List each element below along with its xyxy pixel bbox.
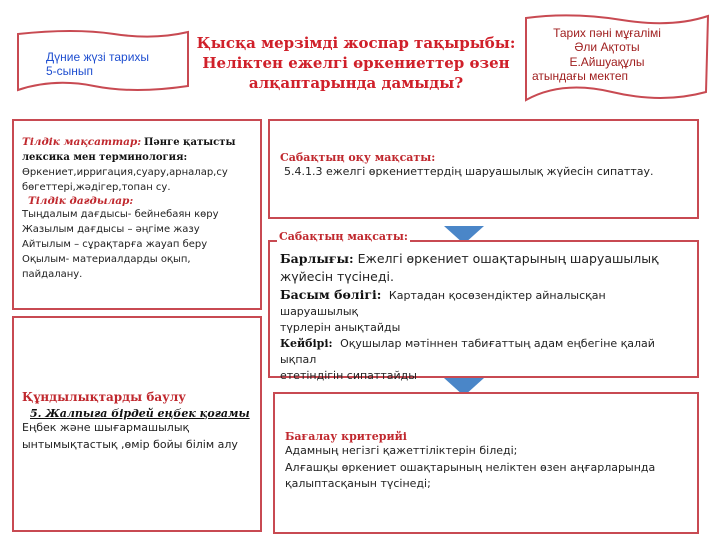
grade-banner-text (32, 50, 172, 79)
values-heading: Құндылықтарды баулу (22, 390, 186, 404)
values-card: Құндылықтарды баулу 5. Жалпыға бірдей еңбек қоғамы Еңбек және шығармашылық ынтымықтастық ,өмір бойы білім алу (12, 316, 262, 532)
learning-goal-heading: Сабақтың оқу мақсаты: (280, 151, 436, 164)
skill-item: Тыңдалым дағдысы- бейнебаян көру (22, 209, 219, 220)
skill-item: Айтылым – сұрақтарға жауап беру (22, 239, 208, 250)
subject-label: Дүние жүзі тарихы (46, 50, 150, 64)
learning-goal-text: 5.4.1.3 ежелгі өркениеттердің шаруашылық жүйесін сипаттау. (284, 165, 654, 178)
some-label: Кейбірі: (280, 337, 333, 351)
grade-label: 5-сынып (46, 64, 94, 79)
most-label: Басым бөлігі: (280, 287, 382, 303)
language-goals-card: Тілдік мақсаттар: Пәнге қатысты лексика мен терминология: Өркениет,ирригация,суару,арналар,су бөгеттері,жәдігер,топан су. Тілдік дағдылар: Тыңдалым дағдысы- бейнебаян көру Жазылым дағдысы – әңгіме жазу Айтылым – сұрақтарға жауап беру Оқылым- материалдарды оқып, пайдалану. (12, 119, 262, 310)
skill-item: Оқылым- материалдарды оқып, пайдалану. (22, 254, 191, 280)
language-goals-heading: Тілдік мақсаттар: (22, 136, 142, 148)
lesson-goal-card: Барлығы: Ежелгі өркениет ошақтарының шаруашылық жүйесін түсінеді. Басым бөлігі: Картадан қосөзендіктер айналысқан шаруашылық түрлерін анықтайды Кейбірі: Оқушылар мәтіннен табиғаттың адам еңбегіне қалай ықпал ететіндігін сипаттайды (268, 240, 699, 378)
lesson-goal-heading: Сабақтың мақсаты: (279, 230, 408, 243)
skill-item: Жазылым дағдысы – әңгіме жазу (22, 224, 200, 235)
assessment-heading: Бағалау критерийі (285, 430, 407, 443)
teacher-banner-text: Тарих пәні мұғалімі Әли Ақтоты Е.Айшуақұлы атындағы мектеп (532, 26, 661, 84)
learning-goal-card (268, 119, 699, 219)
language-skills-heading: Тілдік дағдылар: (28, 195, 134, 207)
all-label: Барлығы: (280, 251, 354, 266)
values-subheading: 5. Жалпыға бірдей еңбек қоғамы (30, 407, 250, 420)
page-title: Қысқа мерзімді жоспар тақырыбы: Неліктен ежелгі өркениеттер өзен алқаптарында дамыды? (196, 34, 516, 92)
assessment-card: Бағалау критерийі Адамның негізгі қажеттіліктерін біледі; Алғашқы өркениет ошақтарының неліктен өзен аңғарларында қалыптасқанын түсінеді; (273, 392, 699, 534)
